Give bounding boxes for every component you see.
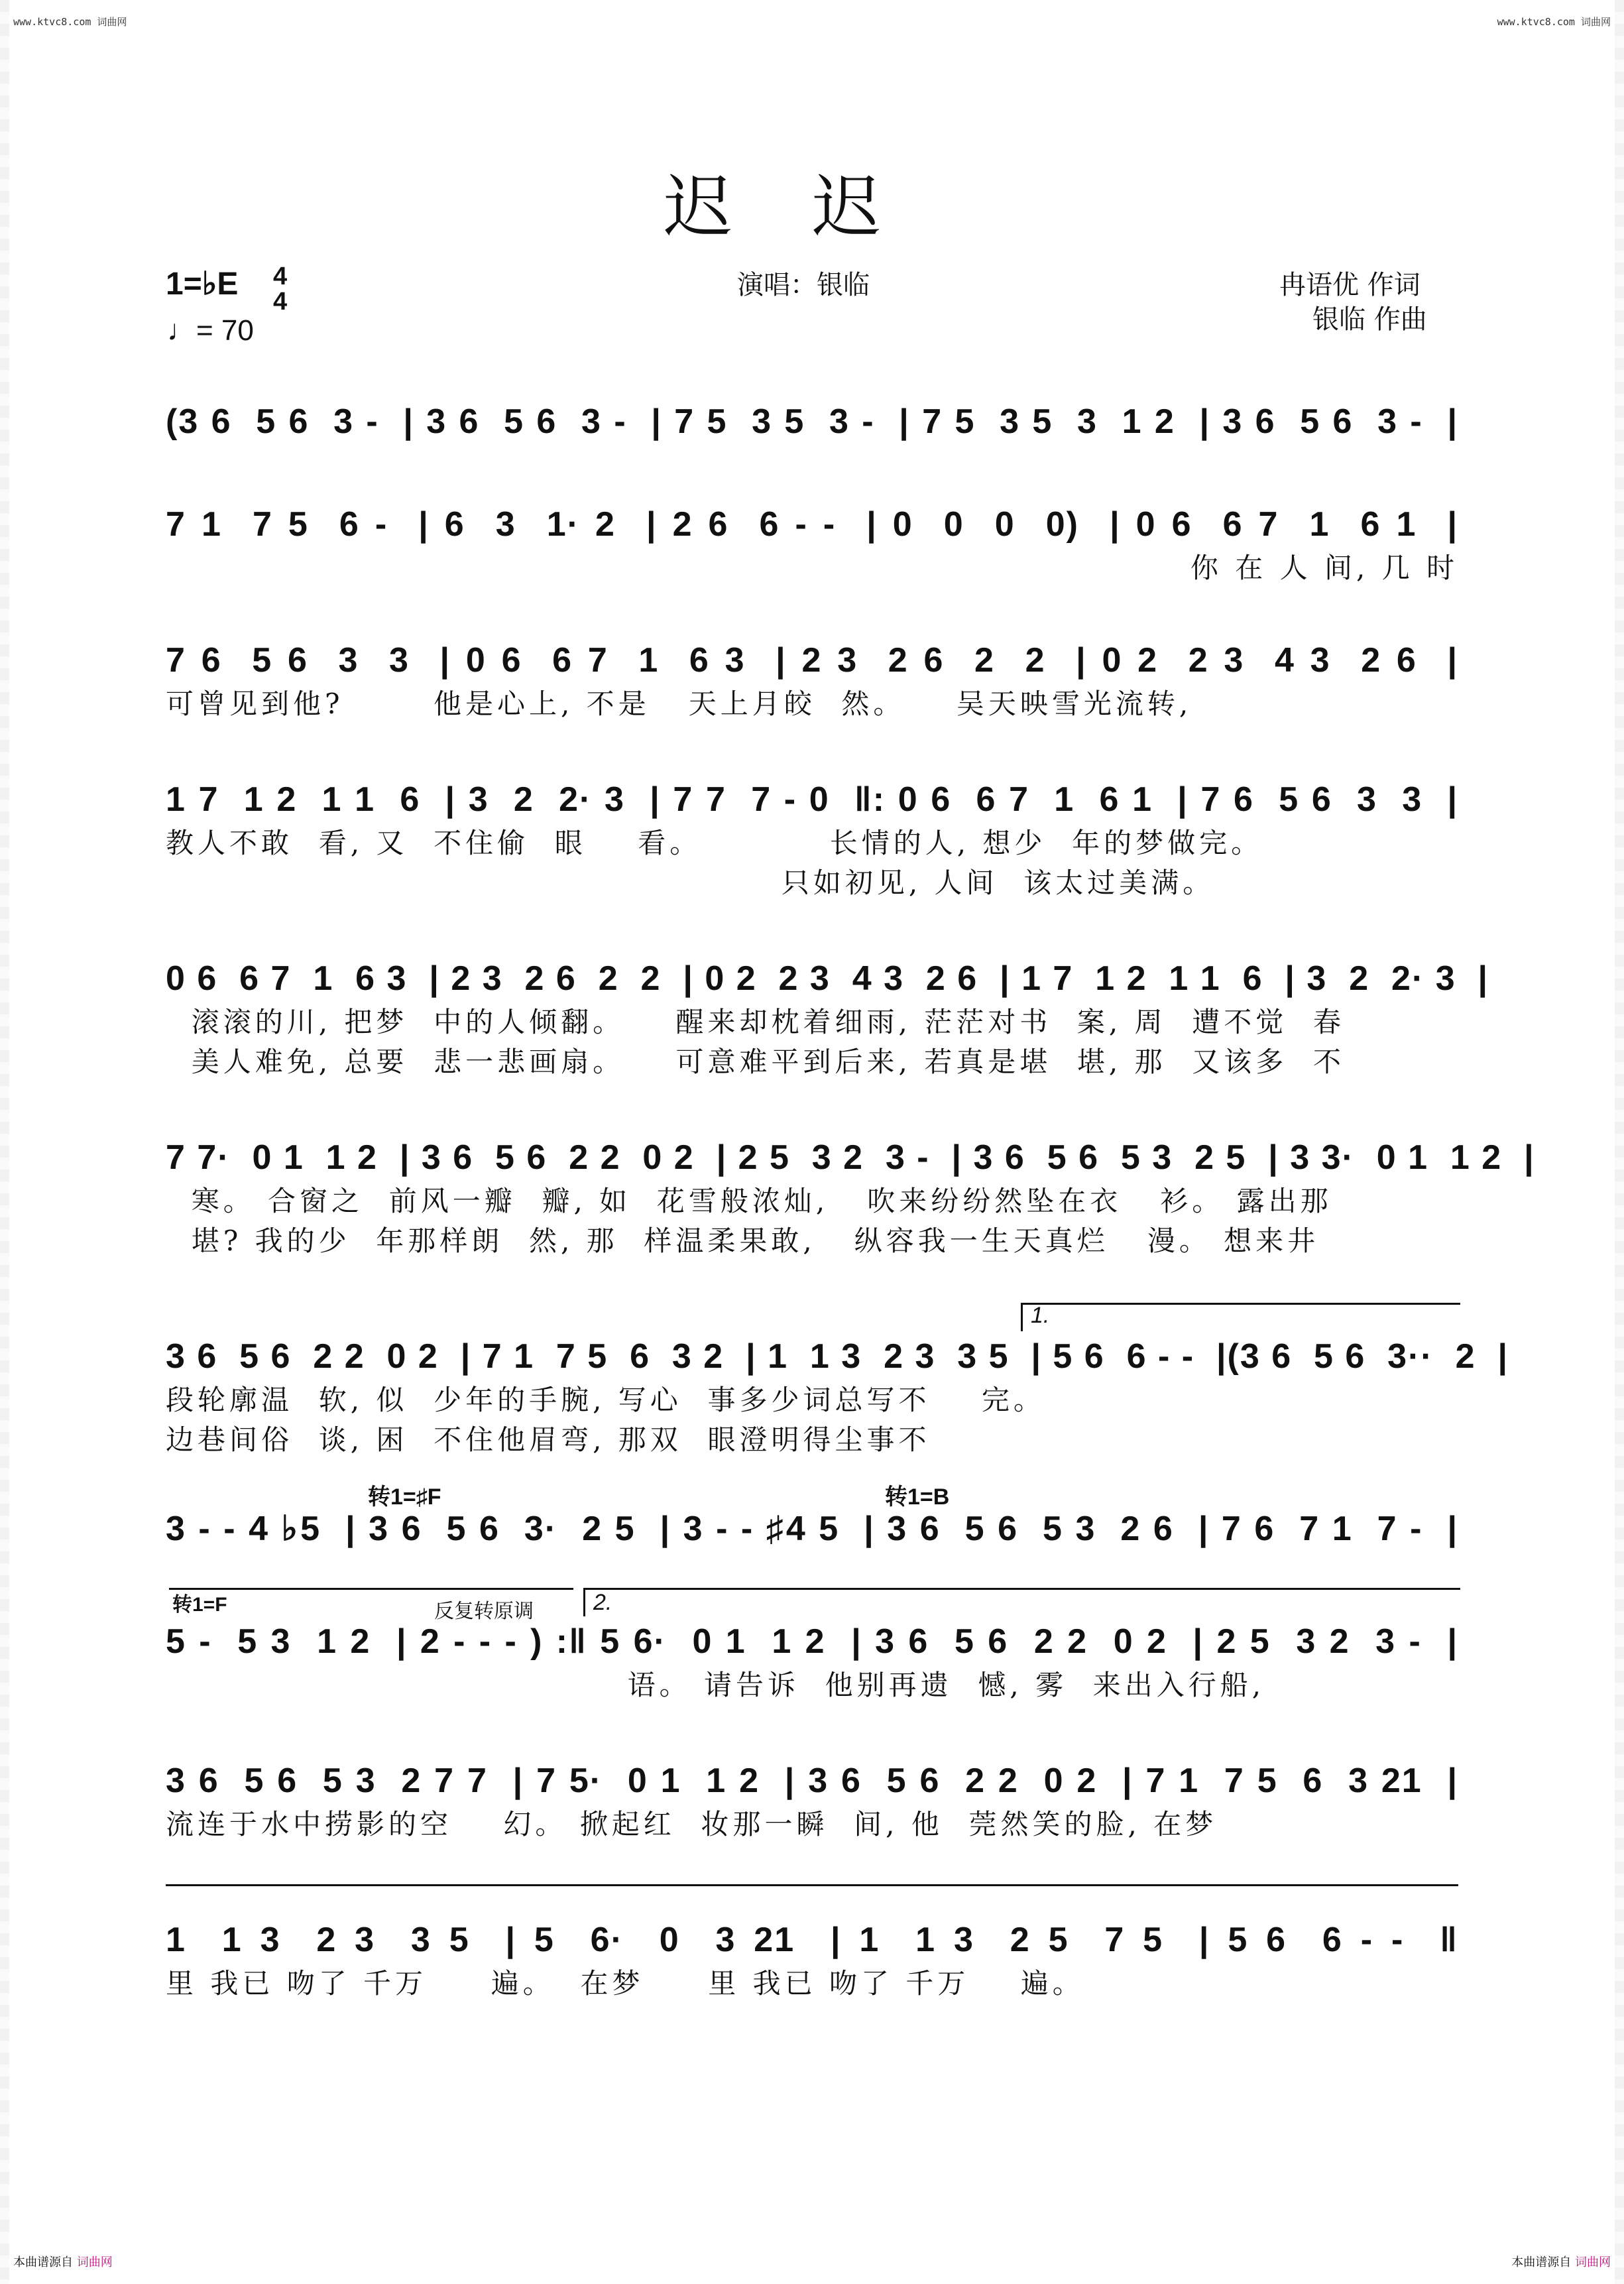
lyric-line: 滚滚的川, 把梦 中的人倾翻。 醒来却枕着细雨, 茫茫对书 案, 周 遭不觉 春 [166,1006,1346,1038]
key-signature: 1=♭E [166,267,239,302]
lyric-line: 里 我已 吻了 千万 遍。 在梦 里 我已 吻了 千万 遍。 [166,1967,1084,2000]
lyric-line: 流连于水中捞影的空 幻。 掀起红 妆那一瞬 间, 他 莞然笑的脸, 在梦 [166,1808,1218,1840]
left-margin-strip [0,0,9,2284]
lyric-line: 教人不敢 看, 又 不住偷 眼 看。 长情的人, 想少 年的梦做完。 [166,827,1263,859]
notation-line: 7 6 5 6 3 3 | 0 6 6 7 1 6 3 | 2 3 2 6 2 2 | 0 2 2 3 4 3 2 6 | [166,641,1458,680]
score-system-3 [166,636,1458,724]
site-header-right: www.ktvc8.com 词曲网 [1497,16,1611,28]
time-signature-bottom: 4 [273,288,288,316]
lyricist-credit: 冉语优 作词 [1279,270,1421,300]
score-system-8 [166,1505,1458,1553]
score-system-9 [166,1618,1458,1705]
time-signature-top: 4 [273,263,288,290]
modulation-b: 转1=B [885,1484,950,1510]
site-header-left: www.ktvc8.com 词曲网 [13,16,127,28]
notation-line: 7 1 7 5 6 - | 6 3 1· 2 | 2 6 6 - - | 0 0 0 0) | 0 6 6 7 1 6 1 | [166,505,1458,544]
notation-line: 1 7 1 2 1 1 6 | 3 2 2· 3 | 7 7 7 - 0 ‖: 0 6 6 7 1 6 1 | 7 6 5 6 3 3 | [166,780,1458,819]
time-signature [273,264,287,314]
footer-right-text: 本曲谱源自 [1511,2255,1572,2269]
final-line [166,1884,1458,1886]
notation-line: 3 6 5 6 5 3 2 7 7 | 7 5· 0 1 1 2 | 3 6 5 6 2 2 0 2 | 7 1 7 5 6 3 21 | [166,1762,1458,1800]
volta-1-bracket [1021,1303,1460,1331]
notation-line: 5 - 5 3 1 2 | 2 - - - ) :‖ 5 6· 0 1 1 2 | 3 6 5 6 2 2 0 2 | 2 5 3 2 3 - | [166,1622,1458,1661]
score-system-7 [166,1333,1509,1460]
volta-2-bracket [583,1588,1460,1616]
footer-left [13,2253,113,2270]
footer-right [1511,2253,1611,2270]
notation-line: 7 7· 0 1 1 2 | 3 6 5 6 2 2 0 2 | 2 5 3 2 3 - | 3 6 5 6 5 3 2 5 | 3 3· 0 1 1 2 | [166,1138,1535,1177]
footer-right-site: 词曲网 [1575,2255,1611,2269]
notation-line: 3 6 5 6 2 2 0 2 | 7 1 7 5 6 3 2 | 1 1 3 2 3 3 5 | 5 6 6 - - |(3 6 5 6 3·· 2 | [166,1337,1509,1376]
lyric-line: 你 在 人 间, 几 时 [1190,552,1458,584]
lyric-line-2: 美人难免, 总要 悲一悲画扇。 可意难平到后来, 若真是堪 堪, 那 又该多 不 [166,1046,1346,1078]
singer-credit: 演唱：银临 [737,270,870,300]
notation-line: 1 1 3 2 3 3 5 | 5 6· 0 3 21 | 1 1 3 2 5 7 5 | 5 6 6 - - ‖ [166,1921,1458,1959]
notation-line: 0 6 6 7 1 6 3 | 2 3 2 6 2 2 | 0 2 2 3 4 3 2 6 | 1 7 1 2 1 1 6 | 3 2 2· 3 | [166,959,1489,998]
lyric-line-2: 只如初见, 人间 该太过美满。 [166,867,1215,899]
lyric-line-2: 边巷间俗 谈, 困 不住他眉弯, 那双 眼澄明得尘事不 [166,1423,931,1456]
volta-1-label: 1. [1031,1303,1050,1328]
score-system-5 [166,955,1489,1082]
lyric-line: 语。 请告诉 他别再遗 憾, 雾 来出入行船, [166,1669,1265,1701]
notation-line: (3 6 5 6 3 - | 3 6 5 6 3 - | 7 5 3 5 3 - | 7 5 3 5 3 1 2 | 3 6 5 6 3 - | [166,402,1458,441]
tempo-marking: ♩= 70 [167,314,254,347]
modulation-f: 转1=F [172,1594,227,1616]
modulation-f-sharp: 转1=♯F [368,1484,441,1510]
score-system-11 [166,1916,1458,2004]
right-margin-strip [1615,0,1624,2284]
song-title: 迟迟 [663,166,960,247]
footer-left-text: 本曲谱源自 [13,2255,73,2269]
lyric-line: 段轮廓温 软, 似 少年的手腕, 写心 事多少词总写不 完。 [166,1384,1045,1416]
score-system-1 [166,398,1458,446]
score-system-6 [166,1134,1535,1261]
lyric-line: 可曾见到他? 他是心上, 不是 天上月皎 然。 吴天映雪光流转, [166,688,1192,720]
volta-2-label: 2. [593,1590,612,1615]
footer-left-site: 词曲网 [76,2255,113,2269]
lyric-line: 寒。 合窗之 前风一瓣 瓣, 如 花雪般浓灿, 吹来纷纷然坠在衣 衫。 露出那 [166,1185,1332,1217]
composer-credit: 银临 作曲 [1312,304,1427,335]
score-system-10 [166,1757,1458,1844]
repeat-note: 反复转原调 [434,1600,534,1623]
score-system-2 [166,501,1458,588]
notation-line: 3 - - 4 ♭5 | 3 6 5 6 3· 2 5 | 3 - - ♯4 5 | 3 6 5 6 5 3 2 6 | 7 6 7 1 7 - | [166,1510,1458,1548]
lyric-line-2: 堪? 我的少 年那样朗 然, 那 样温柔果敢, 纵容我一生天真烂 漫。 想来井 [166,1225,1320,1257]
score-system-4 [166,776,1458,903]
